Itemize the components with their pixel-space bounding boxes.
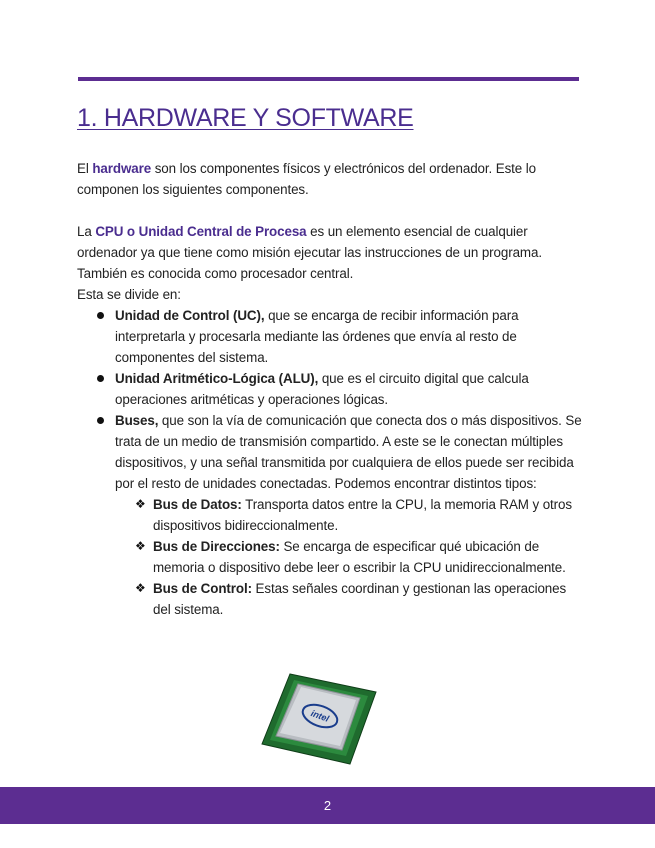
list-item: Buses, que son la vía de comunicación que conecta dos o más dispositivos. Se trata de un medio de transmisión compartido. A este se le conectan múltiples dispositivos, y una señal transmitida por cualquiera de ellos puede ser recibida por el resto de unidades conectadas. Podemos encontrar distintos tipos: ❖ Bus de Datos: Transporta datos entre la CPU, la memoria RAM y otros dispositivos bidireccionalmente. ❖ Bus de Direcciones: Se encarga de especificar qué ubicación de memoria o dispositivo debe leer o escribir la CPU unidireccionalmente. ❖ Bus de Control: Estas señales coordinan y gestionan las operaciones del sistema. — [77, 410, 582, 620]
sub-list-item: ❖ Bus de Direcciones: Se encarga de especificar qué ubicación de memoria o dispositivo debe leer o escribir la CPU unidireccionalmente. — [115, 536, 582, 578]
bullet-icon — [97, 417, 104, 424]
sub-list-item: ❖ Bus de Control: Estas señales coordinan y gestionan las operaciones del sistema. — [115, 578, 582, 620]
hardware-term: hardware — [92, 161, 152, 176]
bus-types-list — [115, 494, 582, 620]
list-item: Unidad de Control (UC), que se encarga de recibir información para interpretarla y procesarla mediante las órdenes que envía al resto de componentes del sistema. — [77, 305, 582, 368]
page-title: 1. HARDWARE Y SOFTWARE — [77, 104, 414, 132]
list-item: Unidad Aritmético-Lógica (ALU), que es el circuito digital que calcula operaciones aritméticas y operaciones lógicas. — [77, 368, 582, 410]
diamond-bullet-icon: ❖ — [135, 581, 146, 595]
bullet-icon — [97, 375, 104, 382]
cpu-parts-list — [77, 305, 582, 620]
divide-line: Esta se divide en: — [77, 287, 181, 302]
page-footer — [0, 787, 655, 824]
diamond-bullet-icon: ❖ — [135, 497, 146, 511]
bullet-icon — [97, 312, 104, 319]
intro-paragraph: El hardware son los componentes físicos y electrónicos del ordenador. Este lo componen los siguientes componentes. — [77, 161, 536, 197]
top-divider — [78, 77, 579, 81]
sub-list-item: ❖ Bus de Datos: Transporta datos entre la CPU, la memoria RAM y otros dispositivos bidireccionalmente. — [115, 494, 582, 536]
diamond-bullet-icon: ❖ — [135, 539, 146, 553]
cpu-term: CPU o Unidad Central de Procesa — [95, 224, 307, 239]
cpu-chip-image — [260, 670, 378, 766]
document-body — [77, 158, 582, 620]
intel-logo: intel — [309, 708, 331, 724]
cpu-paragraph: La CPU o Unidad Central de Procesa es un elemento esencial de cualquier ordenador ya que tiene como misión ejecutar las instrucciones de un programa. También es conocida como procesador central. — [77, 224, 542, 281]
page-number: 2 — [323, 798, 332, 813]
